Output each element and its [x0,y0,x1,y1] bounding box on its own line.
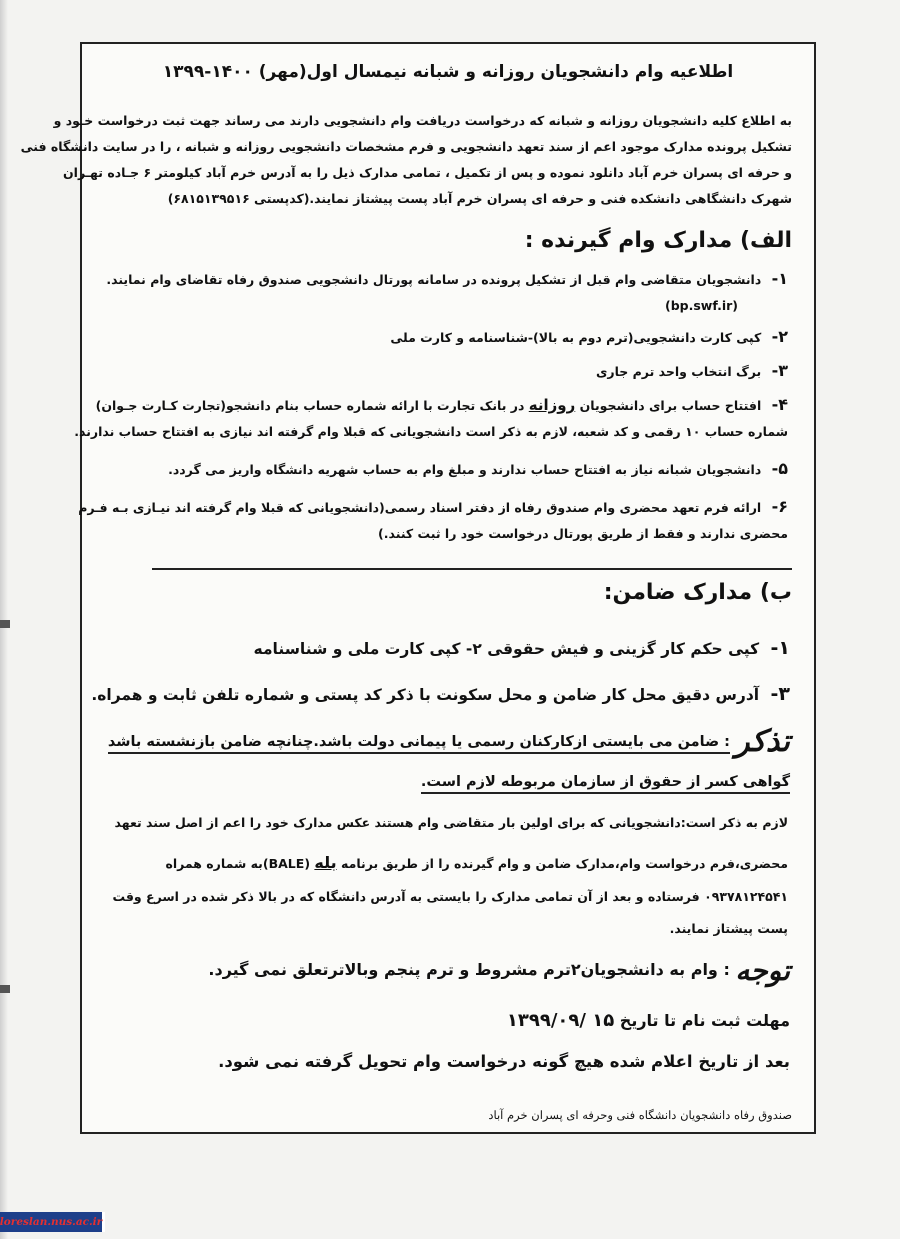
scan-mark [0,620,10,628]
item-text: کپی کارت دانشجویی(ترم دوم به بالا)-شناسنامه و کارت ملی [390,330,762,345]
portal-link[interactable]: (bp.swf.ir) [664,298,738,313]
item-text: محضری ندارند و فقط از طریق پورتال درخواست خود را ثبت کنند.) [378,526,788,541]
item-number: ۶- [771,497,788,516]
item-number: ۱- [771,269,788,288]
section-a-item-4 [74,392,788,445]
section-a-item-3 [106,358,788,385]
reminder-line: پست پیشتاز نمایند. [669,921,788,936]
section-a-item-5 [106,456,788,483]
emphasis-word: روزانه [528,396,576,414]
site-logo[interactable]: loreslan.nus.ac.ir [0,1212,105,1232]
section-a-item-1 [106,266,788,319]
note-label: تذکر [735,724,790,759]
intro-paragraph [20,108,792,212]
section-a-item-2 [106,324,788,351]
item-number: ۴- [771,395,788,414]
scan-mark [0,985,10,993]
item-text: برگ انتخاب واحد ترم جاری [595,364,762,379]
item-number: ۳- [770,683,790,705]
section-divider [152,568,792,570]
intro-line: و حرفه ای پسران خرم آباد دانلود نموده و پس از تکمیل ، تمامی مدارک ذیل را به آدرس خرم آباد کیلومتر ۶ جـاده تهـران [63,165,792,180]
item-text: کپی حکم کار گزینی و فیش حقوقی ۲- کپی کارت ملی و شناسنامه [253,640,760,658]
intro-line: شهرک دانشگاهی دانشکده فنی و حرفه ای پسران خرم آباد پست پیشتاز نمایند.(کدپستی ۶۸۱۵۱۳۹۵۱۶) [167,191,792,206]
footer-signature: صندوق رفاه دانشجویان دانشگاه فنی وحرفه ای پسران خرم آباد [488,1108,792,1122]
reminder-text: محضری،فرم درخواست وام،مدارک ضامن و وام گیرنده را از طریق برنامه [341,856,788,871]
item-text: دانشجویان شبانه نیاز به افتتاح حساب ندارند و مبلغ وام به حساب شهریه دانشگاه واریز می گردد. [168,462,762,477]
item-text: شماره حساب ۱۰ رقمی و کد شعبه، لازم به ذکر است دانشجویانی که قبلا وام گرفته اند نیازی به افتتاح حساب ندارند. [74,424,788,439]
reminder-line: ۰۹۳۷۸۱۲۴۵۴۱ فرستاده و بعد از آن تمامی مدارک را بایستی به آدرس دانشگاه که در بالا ذکر شده در اسرع وقت [112,889,788,904]
note-text: : ضامن می بایستی ازکارکنان رسمی یا پیمانی دولت باشد.چنانچه ضامن بازنشسته باشد [108,734,730,754]
attention-label: توجه [735,954,790,987]
note-block [106,724,790,790]
page-title: اطلاعیه وام دانشجویان روزانه و شبانه نیمسال اول(مهر) ۱۴۰۰-۱۳۹۹ [162,62,734,82]
note-text: گواهی کسر از حقوق از سازمان مربوطه لازم است. [421,774,790,794]
item-number: ۳- [771,361,788,380]
section-b-heading: ب) مدارک ضامن: [603,580,792,605]
item-number: ۲- [771,327,788,346]
item-number: ۵- [771,459,788,478]
reminder-line [106,850,788,877]
section-a-item-6 [78,494,788,547]
item-text: در بانک تجارت با ارائه شماره حساب بنام دانشجو(تجارت کـارت جـوان) [95,398,525,413]
closing-line: بعد از تاریخ اعلام شده هیچ گونه درخواست وام تحویل گرفته نمی شود. [218,1052,790,1071]
announcement-frame [20,42,816,1134]
intro-line: تشکیل پرونده مدارک موجود اعم از سند تعهد دانشجویی و فرم مشخصات دانشجویی روزانه و شبانه ، را در سایت دانشگاه فنی [20,139,792,154]
section-b-item-3 [91,680,790,709]
reminder-line: لازم به ذکر است:دانشجویانی که برای اولین بار متقاضی وام هستند عکس مدارک خود را اعم از اصل سند تعهد [114,815,788,830]
deadline-date: ۱۵ /۱۳۹۹/۰۹ [506,1010,615,1031]
item-text: ارائه فرم تعهد محضری وام صندوق رفاه از دفتر اسناد رسمی(دانشجویانی که قبلا وام گرفته اند نیـازی بـه فـرم [78,500,762,515]
deadline-line [106,1010,790,1031]
attention-block [106,954,790,987]
item-text: دانشجویان متقاضی وام قبل از تشکیل پرونده در سامانه پورتال دانشجویی صندوق رفاه تقاضای وام نمایند. [106,272,762,287]
reminder-text: (BALE)به شماره همراه [165,856,311,871]
intro-line: به اطلاع کلیه دانشجویان روزانه و شبانه که درخواست دریافت وام دانشجویی دارند می رساند جهت ثبت درخواست خـود و [53,113,792,128]
bale-app-name: بله [314,853,337,872]
section-b-item-1 [106,634,790,663]
item-number: ۱- [770,637,790,659]
attention-text: : وام به دانشجویان۲ترم مشروط و ترم پنجم وبالاترتعلق نمی گیرد. [208,960,730,979]
section-a-heading: الف) مدارک وام گیرنده : [524,228,792,253]
item-text: آدرس دقیق محل کار ضامن و محل سکونت با ذکر کد پستی و شماره تلفن ثابت و همراه. [91,686,760,704]
deadline-label: مهلت ثبت نام تا تاریخ [619,1011,790,1030]
item-text: افتتاح حساب برای دانشجویان [579,398,762,413]
